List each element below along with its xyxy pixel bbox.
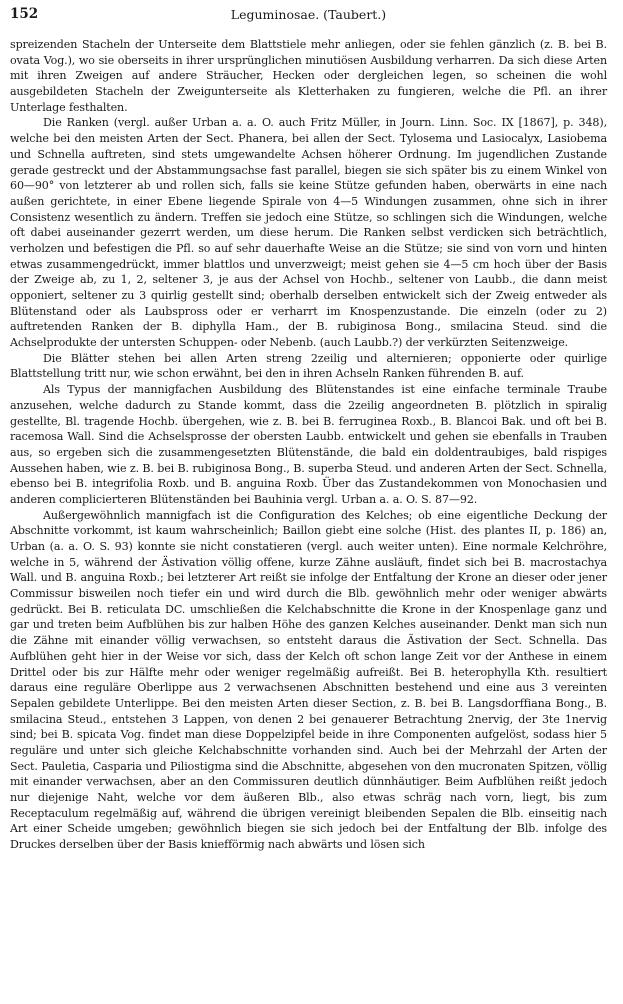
page-header xyxy=(10,6,607,28)
paragraph-blaetter: Die Blätter stehen bei allen Arten streng 2zeilig und alternieren; opponierte oder quirlige Blattstellung tritt nur, wie schon erwähnt, bei den in ihren Achseln Ranken führenden B. auf. xyxy=(10,351,607,381)
body-text xyxy=(10,37,607,853)
paragraph-continued: spreizenden Stacheln der Unterseite dem Blattstiele mehr anliegen, oder sie fehlen gänzlich (z. B. bei B. ovata Vog.), wo sie oberseits in ihrer ursprünglichen minutiösen Ausbildung verharren. Da sich diese Arten mit ihren Zweigen auf andere Sträucher, Hecken oder dergleichen legen, so scheinen die wohl ausgebildeten Stacheln der Zweigunterseite als Kletterhaken zu fungieren, welche die Pfl. an ihrer Unterlage festhalten. xyxy=(10,38,607,114)
paragraph-kelch: Außergewöhnlich mannigfach ist die Configuration des Kelches; ob eine eigentliche Deckung der Abschnitte vorkommt, ist kaum wahrscheinlich; Baillon giebt eine solche (Hist. des plantes II, p. 186) an, Urban (a. a. O. S. 93) konnte sie nicht constatieren (vergl. auch weiter unten). Eine normale Kelchröhre, welche in 5, während der Ästivation völlig offene, kurze Zähne ausläuft, findet sich bei B. macrostachya Wall. und B. anguina Roxb.; bei letzterer Art reißt sie infolge der Entfaltung der Krone an dieser oder jener Commissur bisweilen noch tiefer ein und wird durch die Blb. gewöhnlich mehr oder weniger abwärts gedrückt. Bei B. reticulata DC. umschließen die Kelchabschnitte die Krone in der Knospenlage ganz und gar und treten beim Aufblühen bis zur halben Höhe des ganzen Kelches auseinander. Denkt man sich nun die Zähne mit einander völlig verwachsen, so entsteht daraus die Ästivation der Sect. Schnella. Das Aufblühen geht hier in der Weise vor sich, dass der Kelch oft schon lange Zeit vor der Anthese in einem Drittel oder bis zur Hälfte mehr oder weniger regelmäßig aufreißt. Bei B. heterophylla Kth. resultiert daraus eine reguläre Oberlippe aus 2 verwachsenen Abschnitten bestehend und eine aus 3 vereinten Sepalen gebildete Unterlippe. Bei den meisten Arten dieser Section, z. B. bei B. Langsdorffiana Bong., B. smilacina Steud., entstehen 3 Lappen, von denen 2 bei genauerer Betrachtung 2nervig, der 3te 1nervig sind; bei B. spicata Vog. findet man diese Doppelzipfel beide in ihre Componenten aufgelöst, sodass hier 5 reguläre und unter sich gleiche Kelchabschnitte vorhanden sind. Auch bei der Mehrzahl der Arten der Sect. Pauletia, Casparia und Piliostigma sind die Abschnitte, abgesehen von den mucronaten Spitzen, völlig mit einander verwachsen, aber an den Commissuren deutlich dünnhäutiger. Beim Aufblühen reißt jedoch nur diejenige Naht, welche vor dem äußeren Blb., also etwas schräg nach vorn, liegt, bis zum Receptaculum regelmäßig auf, während die übrigen vereinigt bleibenden Sepalen die Blb. einseitig nach Art einer Scheide umgeben; gewöhnlich biegen sie sich jedoch bei der Entfaltung der Blb. infolge des Druckes derselben über der Basis kniefförmig nach abwärts und lösen sich xyxy=(10,508,607,852)
page-number: 152 xyxy=(10,6,39,22)
paragraph-ranken: Die Ranken (vergl. außer Urban a. a. O. auch Fritz Müller, in Journ. Linn. Soc. IX [1867], p. 348), welche bei den meisten Arten der Sect. Phanera, bei allen der Sect. Tylosema und Lasiocalyx, Lasiobema und Schnella auftreten, sind stets umgewandelte Achsen höherer Ordnung. Im jugendlichen Zustande gerade gestreckt und der Abstammungsachse fast parallel, biegen sie sich später bis zu einem Winkel von 60—90° von letzterer ab und rollen sich, falls sie keine Stütze gefunden haben, oberwärts in eine nach außen gerichtete, in einer Ebene liegende Spirale von 4—5 Windungen zusammen, ohne sich in ihrer Consistenz wesentlich zu ändern. Treffen sie jedoch eine Stütze, so schlingen sich die Windungen, welche oft dabei auseinander gezerrt werden, um diese herum. Die Ranken selbst verdicken sich beträchtlich, verholzen und befestigen die Pfl. so auf sehr dauerhafte Weise an die Stütze; sie sind von vorn und hinten etwas zusammengedrückt, immer blattlos und unverzweigt; meist gehen sie 4—5 cm hoch über der Basis der Zweige ab, zu 1, 2, seltener 3, je aus der Achsel von Hochb., seltener von Laubb., die dann meist opponiert, seltener zu 3 quirlig gestellt sind; oberhalb derselben entwickelt sich der Zweig entweder als Blütenstand oder als Laubspross oder er verharrt im Knospenzustande. Die einzeln (oder zu 2) auftretenden Ranken der B. diphylla Ham., der B. rubiginosa Bong., smilacina Steud. sind die Achselprodukte der untersten Schuppen- oder Nebenb. (auch Laubb.?) der verkürzten Seitenzweige. xyxy=(10,116,607,350)
paragraph-bluetenstand: Als Typus der mannigfachen Ausbildung des Blütenstandes ist eine einfache terminale Traube anzusehen, welche dadurch zu Stande kommt, dass die 2zeilig angeordneten B. plötzlich in spiralig gestellte, Bl. tragende Hochb. übergehen, wie z. B. bei B. ferruginea Roxb., B. Blancoi Bak. und oft bei B. racemosa Wall. Sind die Achselsprosse der obersten Laubb. entwickelt und gehen sie ebenfalls in Trauben aus, so ergeben sich die zusammengesetzten Blütenstände, die bald ein doldentraubiges, bald rispiges Aussehen haben, wie z. B. bei B. rubiginosa Bong., B. superba Steud. und anderen Arten der Sect. Schnella, ebenso bei B. integrifolia Roxb. und B. anguina Roxb. Über das Zustandekommen von Monochasien und anderen complicierteren Blütenständen bei Bauhinia vergl. Urban a. a. O. S. 87—92. xyxy=(10,383,607,506)
running-title: Leguminosae. (Taubert.) xyxy=(230,7,387,22)
